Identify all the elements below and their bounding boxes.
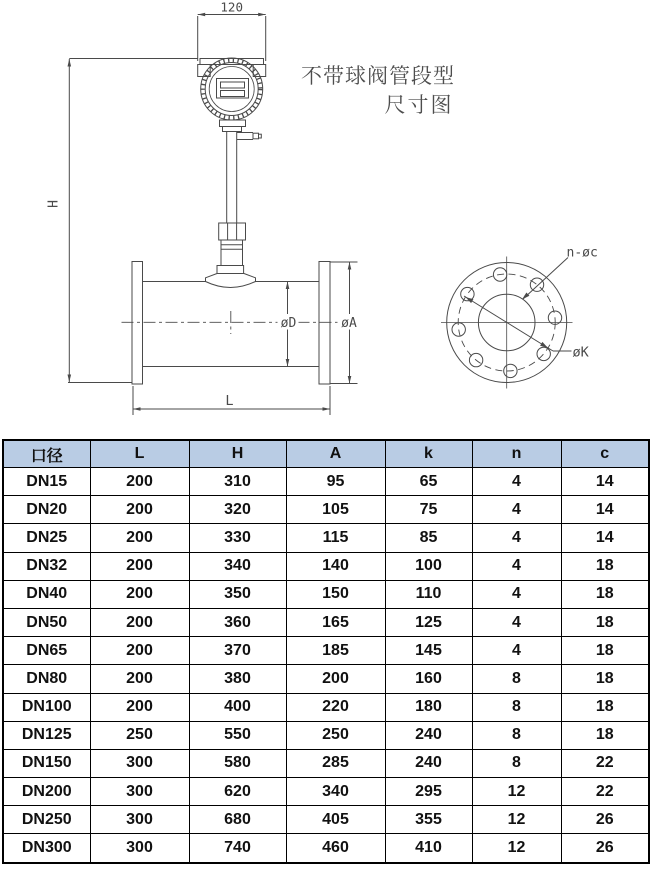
table-header-row (3, 440, 649, 468)
fitting-grooves (221, 245, 243, 249)
cell: 14 (561, 524, 649, 552)
cell: 300 (90, 778, 189, 806)
table-row (3, 693, 649, 721)
cell: 75 (385, 496, 472, 524)
cable-entry-pipe (237, 133, 253, 140)
cell: 18 (561, 721, 649, 749)
head-neck-upper (220, 120, 246, 127)
drawing-title-line1: 不带球阀管段型 (301, 65, 455, 88)
cell: 410 (385, 834, 472, 863)
cell: 4 (472, 524, 561, 552)
row-label: DN300 (3, 834, 90, 863)
dim-label-h: H (46, 200, 62, 208)
cell: 580 (189, 749, 286, 777)
cell: 180 (385, 693, 472, 721)
cell: 400 (189, 693, 286, 721)
dim-label-n-c: n-øc (566, 245, 598, 261)
dim-label-l: L (225, 393, 234, 409)
head-neck-lower (223, 127, 242, 132)
table-row (3, 496, 649, 524)
row-label: DN32 (3, 552, 90, 580)
row-label: DN250 (3, 806, 90, 834)
cell: 8 (472, 665, 561, 693)
cell: 340 (189, 552, 286, 580)
cell: 12 (472, 806, 561, 834)
cell: 200 (90, 552, 189, 580)
table-row (3, 749, 649, 777)
cell: 125 (385, 608, 472, 636)
cell: 285 (286, 749, 385, 777)
cell: 200 (90, 665, 189, 693)
cell: 680 (189, 806, 286, 834)
row-label: DN125 (3, 721, 90, 749)
table-row (3, 778, 649, 806)
cell: 620 (189, 778, 286, 806)
column-header-5: n (472, 440, 561, 468)
cell: 550 (189, 721, 286, 749)
cell: 350 (189, 580, 286, 608)
cell: 18 (561, 693, 649, 721)
cell: 740 (189, 834, 286, 863)
cell: 200 (90, 524, 189, 552)
dim-label-120: 120 (220, 0, 243, 15)
cell: 115 (286, 524, 385, 552)
cell: 340 (286, 778, 385, 806)
table-row (3, 468, 649, 496)
cell: 18 (561, 580, 649, 608)
hex-nut-facets (228, 223, 237, 240)
row-label: DN200 (3, 778, 90, 806)
cell: 4 (472, 496, 561, 524)
cell: 200 (90, 608, 189, 636)
cell: 12 (472, 778, 561, 806)
cell: 26 (561, 806, 649, 834)
cable-entry-collar (253, 133, 259, 139)
cell: 18 (561, 608, 649, 636)
table-row (3, 524, 649, 552)
cell: 22 (561, 778, 649, 806)
column-header-0: 口径 (3, 440, 90, 468)
cell: 65 (385, 468, 472, 496)
cell: 250 (90, 721, 189, 749)
cell: 405 (286, 806, 385, 834)
table-row (3, 721, 649, 749)
pipe-saddle (206, 274, 256, 288)
table-row (3, 637, 649, 665)
cell: 100 (385, 552, 472, 580)
cell: 8 (472, 749, 561, 777)
cell: 26 (561, 834, 649, 863)
cell: 110 (385, 580, 472, 608)
cell: 380 (189, 665, 286, 693)
table-row (3, 806, 649, 834)
dim-h-lines (68, 59, 198, 383)
hex-nut (219, 223, 246, 240)
stem-lines (227, 132, 237, 224)
cell: 165 (286, 608, 385, 636)
cell: 185 (286, 637, 385, 665)
cell: 200 (90, 468, 189, 496)
cell: 18 (561, 665, 649, 693)
cell: 320 (189, 496, 286, 524)
cell: 240 (385, 721, 472, 749)
cell: 8 (472, 721, 561, 749)
row-label: DN150 (3, 749, 90, 777)
cell: 22 (561, 749, 649, 777)
cell: 4 (472, 608, 561, 636)
cell: 360 (189, 608, 286, 636)
cell: 150 (286, 580, 385, 608)
row-label: DN80 (3, 665, 90, 693)
cell: 295 (385, 778, 472, 806)
row-label: DN25 (3, 524, 90, 552)
column-header-6: c (561, 440, 649, 468)
lower-fitting (221, 240, 243, 266)
cell: 18 (561, 552, 649, 580)
dim-120-lines (198, 15, 266, 62)
row-label: DN65 (3, 637, 90, 665)
column-header-2: H (189, 440, 286, 468)
column-header-4: k (385, 440, 472, 468)
cell: 220 (286, 693, 385, 721)
cell: 14 (561, 468, 649, 496)
drawing-title-line2: 尺寸图 (384, 94, 454, 117)
cell: 370 (189, 637, 286, 665)
row-label: DN100 (3, 693, 90, 721)
cell: 460 (286, 834, 385, 863)
cell: 355 (385, 806, 472, 834)
cell: 18 (561, 637, 649, 665)
cell: 300 (90, 806, 189, 834)
flange-left (132, 262, 143, 385)
cell: 14 (561, 496, 649, 524)
table-row (3, 665, 649, 693)
cell: 330 (189, 524, 286, 552)
cable-entry-cap (259, 134, 262, 138)
cell: 8 (472, 693, 561, 721)
row-label: DN20 (3, 496, 90, 524)
row-label: DN40 (3, 580, 90, 608)
cell: 300 (90, 749, 189, 777)
dim-label-d: øD (280, 316, 297, 331)
cell: 145 (385, 637, 472, 665)
cell: 240 (385, 749, 472, 777)
table-row (3, 834, 649, 863)
cell: 140 (286, 552, 385, 580)
cell: 200 (286, 665, 385, 693)
cell: 200 (90, 580, 189, 608)
row-label: DN15 (3, 468, 90, 496)
table-row (3, 580, 649, 608)
dimension-table (2, 439, 650, 864)
cell: 200 (90, 496, 189, 524)
cell: 95 (286, 468, 385, 496)
cell: 4 (472, 580, 561, 608)
cell: 200 (90, 637, 189, 665)
cell: 105 (286, 496, 385, 524)
dim-nc-leader (523, 258, 568, 300)
head-bracket-bar (200, 59, 264, 65)
table-row (3, 608, 649, 636)
column-header-3: A (286, 440, 385, 468)
cell: 85 (385, 524, 472, 552)
cell: 12 (472, 834, 561, 863)
mount-boss (217, 266, 244, 274)
row-label: DN50 (3, 608, 90, 636)
dim-label-k: øK (572, 344, 589, 361)
flange-right (319, 262, 330, 385)
cell: 160 (385, 665, 472, 693)
cell: 300 (90, 834, 189, 863)
cell: 4 (472, 552, 561, 580)
dim-label-a: øA (341, 316, 357, 331)
cell: 4 (472, 468, 561, 496)
table-row (3, 552, 649, 580)
cell: 310 (189, 468, 286, 496)
cell: 200 (90, 693, 189, 721)
cell: 250 (286, 721, 385, 749)
cell: 4 (472, 637, 561, 665)
column-header-1: L (90, 440, 189, 468)
